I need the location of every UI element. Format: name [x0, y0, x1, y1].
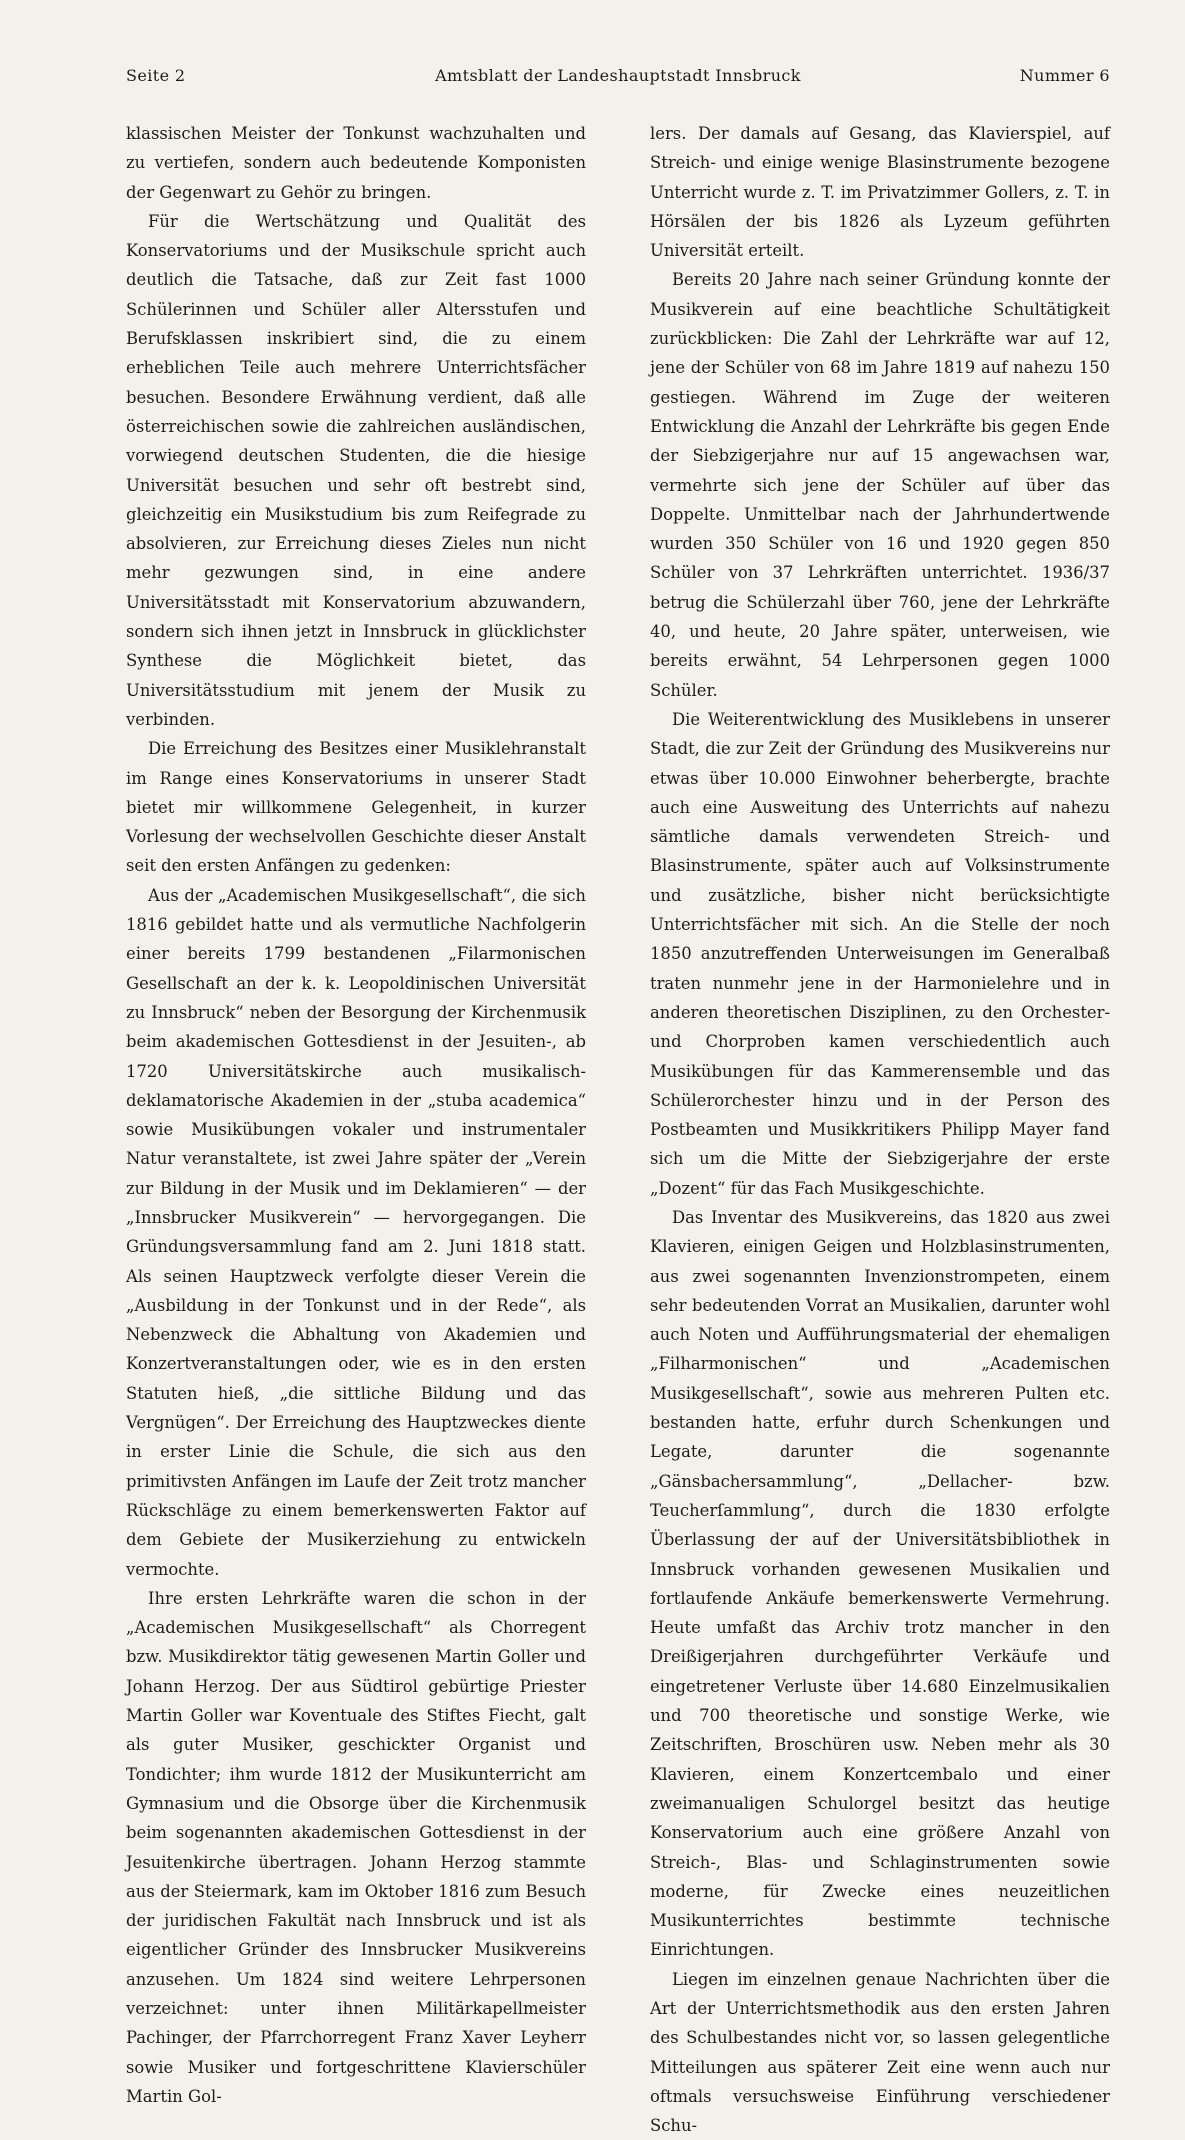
- paragraph: Bereits 20 Jahre nach seiner Gründung konnte der Musikverein auf eine beachtliche Schultätigkeit zurückblicken: Die Zahl der Lehrkräfte war auf 12, jene der Schüler von 68 im Jahre 1819 auf nahezu 150 gestiegen. Während im Zuge der weiteren Entwicklung die Anzahl der Lehrkräfte bis gegen Ende der Siebzigerjahre nur auf 15 angewachsen war, vermehrte sich jene der Schüler auf über das Doppelte. Unmittelbar nach der Jahrhundertwende wurden 350 Schüler von 16 und 1920 gegen 850 Schüler von 37 Lehrkräften unterrichtet. 1936/37 betrug die Schülerzahl über 760, jene der Lehrkräfte 40, und heute, 20 Jahre später, unterweisen, wie bereits erwähnt, 54 Lehrpersonen gegen 1000 Schüler.: [650, 270, 1110, 700]
- paragraph: Ihre ersten Lehrkräfte waren die schon in der „Academischen Musikgesellschaft“ als Chorregent bzw. Musikdirektor tätig gewesenen Martin Goller und Johann Herzog. Der aus Südtirol gebürtige Priester Martin Goller war Koventuale des Stiftes Fiecht, galt als guter Musiker, geschickter Organist und Tondichter; ihm wurde 1812 der Musikunterricht am Gymnasium und die Obsorge über die Kirchenmusik beim sogenannten akademischen Gottesdienst in der Jesuitenkirche übertragen. Johann Herzog stammte aus der Steiermark, kam im Oktober 1816 zum Besuch der juridischen Fakultät nach Innsbruck und ist als eigentlicher Gründer des Innsbrucker Musikvereins anzusehen. Um 1824 sind weitere Lehrpersonen verzeichnet: unter ihnen Militärkapellmeister Pachinger, der Pfarrchorregent Franz Xaver Leyherr sowie Musiker und fortgeschrittene Klavierschüler Martin Gol-: [126, 1588, 586, 2106]
- right-column: [650, 119, 1110, 2140]
- page-number: Seite 2: [126, 66, 186, 85]
- paragraph: Liegen im einzelnen genaue Nachrichten über die Art der Unterrichtsmethodik aus den ersten Jahren des Schulbestandes nicht vor, so lassen gelegentliche Mitteilungen aus späterer Zeit eine wenn auch nur oftmals versuchsweise Einführung verschiedener Schu-: [650, 1969, 1110, 2136]
- paragraph: Die Weiterentwicklung des Musiklebens in unserer Stadt, die zur Zeit der Gründung des Musikvereins nur etwas über 10.000 Einwohner beherbergte, brachte auch eine Ausweitung des Unterrichts auf nahezu sämtliche damals verwendeten Streich- und Blasinstrumente, später auch auf Volksinstrumente und zusätzliche, bisher nicht berücksichtigte Unterrichtsfächer mit sich. An die Stelle der noch 1850 anzutreffenden Unterweisungen im Generalbaß traten nunmehr jene in der Harmonielehre und in anderen theoretischen Disziplinen, zu den Orchester- und Chorproben kamen verschiedentlich auch Musikübungen für das Kammerensemble und das Schülerorchester hinzu und in der Person des Postbeamten und Musikkritikers Philipp Mayer fand sich um die Mitte der Siebzigerjahre der erste „Dozent“ für das Fach Musikgeschichte.: [650, 709, 1110, 1198]
- paragraph: klassischen Meister der Tonkunst wachzuhalten und zu vertiefen, sondern auch bedeutende Komponisten der Gegenwart zu Gehör zu bringen.: [126, 124, 586, 202]
- issue-number: Nummer 6: [1019, 66, 1110, 85]
- publication-title: Amtsblatt der Landeshauptstadt Innsbruck: [435, 66, 801, 85]
- paragraph: Aus der „Academischen Musikgesellschaft“, die sich 1816 gebildet hatte und als vermutliche Nachfolgerin einer bereits 1799 bestandenen „Filarmonischen Gesellschaft an der k. k. Leopoldinischen Universität zu Innsbruck“ neben der Besorgung der Kirchenmusik beim akademischen Gottesdienst in der Jesuiten-, ab 1720 Universitätskirche auch musikalisch-deklamatorische Akademien in der „stuba academica“ sowie Musikübungen vokaler und instrumentaler Natur veranstaltete, ist zwei Jahre später der „Verein zur Bildung in der Musik und im Deklamieren“ — der „Innsbrucker Musikverein“ — hervorgegangen. Die Gründungsversammlung fand am 2. Juni 1818 statt. Als seinen Hauptzweck verfolgte dieser Verein die „Ausbildung in der Tonkunst und in der Rede“, als Nebenzweck die Abhaltung von Akademien und Konzertveranstaltungen oder, wie es in den ersten Statuten hieß, „die sittliche Bildung und das Vergnügen“. Der Erreichung des Hauptzweckes diente in erster Linie die Schule, die sich aus den primitivsten Anfängen im Laufe der Zeit trotz mancher Rückschläge zu einem bemerkenswerten Faktor auf dem Gebiete der Musikerziehung zu entwickeln vermochte.: [126, 885, 586, 1579]
- page-header: [126, 66, 1110, 92]
- paragraph: Die Erreichung des Besitzes einer Musiklehranstalt im Range eines Konservatoriums in unserer Stadt bietet mir willkommene Gelegenheit, in kurzer Vorlesung der wechselvollen Geschichte dieser Anstalt seit den ersten Anfängen zu gedenken:: [126, 739, 586, 876]
- paragraph: Das Inventar des Musikvereins, das 1820 aus zwei Klavieren, einigen Geigen und Holzblasinstrumenten, aus zwei sogenannten Invenzionstrompeten, einem sehr bedeutenden Vorrat an Musikalien, darunter wohl auch Noten und Aufführungsmaterial der ehemaligen „Filharmonischen“ und „Academischen Musikgesellschaft“, sowie aus mehreren Pulten etc. bestanden hatte, erfuhr durch Schenkungen und Legate, darunter die sogenannte „Gänsbachersammlung“, „Dellacher- bzw. Teucherſammlung“, durch die 1830 erfolgte Überlassung der auf der Universitätsbibliothek in Innsbruck vorhanden gewesenen Musikalien und fortlaufende Ankäufe bemerkenswerte Vermehrung. Heute umfaßt das Archiv trotz mancher in den Dreißigerjahren durchgeführter Verkäufe und eingetretener Verluste über 14.680 Einzelmusikalien und 700 theoretische und sonstige Werke, wie Zeitschriften, Broschüren usw. Neben mehr als 30 Klavieren, einem Konzertcembalo und einer zweimanualigen Schulorgel besitzt das heutige Konservatorium auch eine größere Anzahl von Streich-, Blas- und Schlaginstrumenten sowie moderne, für Zwecke eines neuzeitlichen Musikunterrichtes bestimmte technische Einrichtungen.: [650, 1207, 1110, 1960]
- left-column: [126, 119, 586, 2111]
- paragraph: Für die Wertschätzung und Qualität des Konservatoriums und der Musikschule spricht auch deutlich die Tatsache, daß zur Zeit fast 1000 Schülerinnen und Schüler aller Altersstufen und Berufsklassen inskribiert sind, die zu einem erheblichen Teile auch mehrere Unterrichtsfächer besuchen. Besondere Erwähnung verdient, daß alle österreichischen sowie die zahlreichen ausländischen, vorwiegend deutschen Studenten, die die hiesige Universität besuchen und sehr oft bestrebt sind, gleichzeitig ein Musikstudium bis zum Reifegrade zu absolvieren, zur Erreichung dieses Zieles nun nicht mehr gezwungen sind, in eine andere Universitätsstadt mit Konservatorium abzuwandern, sondern sich ihnen jetzt in Innsbruck in glücklichster Synthese die Möglichkeit bietet, das Universitätsstudium mit jenem der Musik zu verbinden.: [126, 211, 586, 729]
- paragraph: lers. Der damals auf Gesang, das Klavierspiel, auf Streich- und einige wenige Blasinstrumente bezogene Unterricht wurde z. T. im Privatzimmer Gollers, z. T. in Hörsälen der bis 1826 als Lyzeum geführten Universität erteilt.: [650, 124, 1110, 261]
